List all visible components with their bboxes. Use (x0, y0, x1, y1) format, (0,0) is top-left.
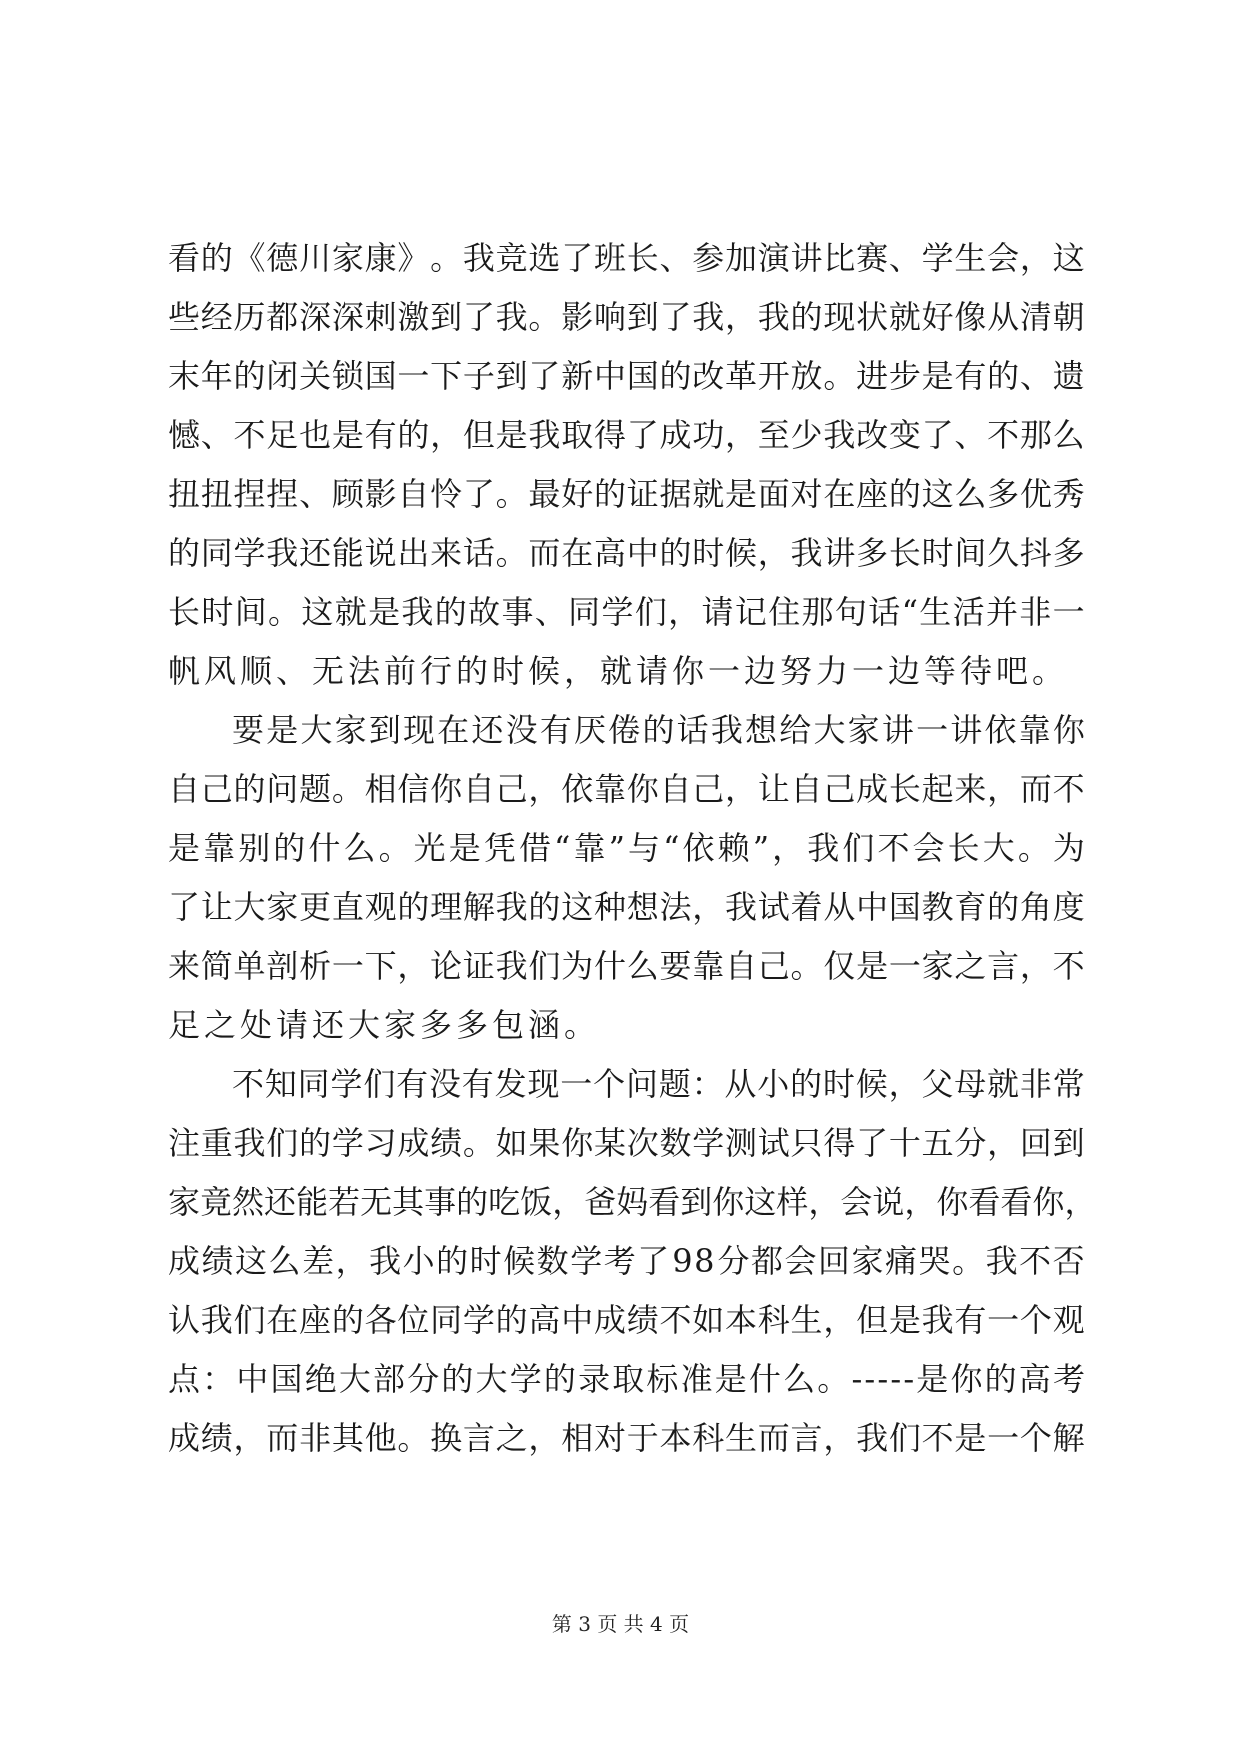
text-line: 不 知 同 学 们 有 没 有 发 现 一 个 问 题 ： 从 小 的 时 候 ， 父 母 就 非 常 (232, 1065, 1085, 1103)
text-line: 成 绩 这 么 差 ， 我 小 的 时 候 数 学 考 了 9 8 分 都 会 回 家 痛 哭 。 我 不 否 (168, 1242, 1085, 1280)
text-line: 是 靠 别 的 什 么 。 光 是 凭 借 “ 靠 ” 与 “ 依 赖 ” ， 我 们 不 会 长 大 。 为 (168, 829, 1085, 867)
document-body (168, 229, 1097, 1468)
text-line: 自 己 的 问 题 。 相 信 你 自 己 ， 依 靠 你 自 己 ， 让 自 己 成 长 起 来 ， 而 不 (168, 770, 1085, 808)
text-line: 长 时 间 。 这 就 是 我 的 故 事 、 同 学 们 ， 请 记 住 那 句 话 “ 生 活 并 非 一 (168, 593, 1085, 631)
text-line: 足之处请还大家多多包涵。 (168, 1006, 601, 1044)
text-line: 认 我 们 在 座 的 各 位 同 学 的 高 中 成 绩 不 如 本 科 生 ， 但 是 我 有 一 个 观 (168, 1301, 1085, 1339)
text-line: 注 重 我 们 的 学 习 成 绩 。 如 果 你 某 次 数 学 测 试 只 得 了 十 五 分 ， 回 到 (168, 1124, 1085, 1162)
text-line: 家 竟 然 还 能 若 无 其 事 的 吃 饭 ， 爸 妈 看 到 你 这 样 ， 会 说 ， 你 看 看 你 ， (168, 1183, 1097, 1221)
text-line: 帆风顺、无法前行的时候，就请你一边努力一边等待吧。 (168, 652, 1069, 690)
text-line: 憾 、 不 足 也 是 有 的 ， 但 是 我 取 得 了 成 功 ， 至 少 我 改 变 了 、 不 那 么 (168, 416, 1085, 454)
page-number: 第 3 页 共 4 页 (551, 1612, 690, 1636)
text-line: 扭 扭 捏 捏 、 顾 影 自 怜 了 。 最 好 的 证 据 就 是 面 对 在 座 的 这 么 多 优 秀 (168, 475, 1085, 513)
text-line: 看 的 《 德 川 家 康 》 。 我 竞 选 了 班 长 、 参 加 演 讲 比 赛 、 学 生 会 ， 这 (168, 239, 1085, 277)
text-line: 了 让 大 家 更 直 观 的 理 解 我 的 这 种 想 法 ， 我 试 着 从 中 国 教 育 的 角 度 (168, 888, 1085, 926)
text-line: 的 同 学 我 还 能 说 出 来 话 。 而 在 高 中 的 时 候 ， 我 讲 多 长 时 间 久 抖 多 (168, 534, 1085, 572)
text-line: 来 简 单 剖 析 一 下 ， 论 证 我 们 为 什 么 要 靠 自 己 。 仅 是 一 家 之 言 ， 不 (168, 947, 1085, 985)
text-line: 末 年 的 闭 关 锁 国 一 下 子 到 了 新 中 国 的 改 革 开 放 。 进 步 是 有 的 、 遗 (168, 357, 1085, 395)
text-line: 点 ： 中 国 绝 大 部 分 的 大 学 的 录 取 标 准 是 什 么 。 - - - - - 是 你 的 高 考 (168, 1360, 1085, 1398)
text-line: 要 是 大 家 到 现 在 还 没 有 厌 倦 的 话 我 想 给 大 家 讲 一 讲 依 靠 你 (232, 711, 1085, 749)
text-line: 些 经 历 都 深 深 刺 激 到 了 我 。 影 响 到 了 我 ， 我 的 现 状 就 好 像 从 清 朝 (168, 298, 1085, 336)
text-line: 成 绩 ， 而 非 其 他 。 换 言 之 ， 相 对 于 本 科 生 而 言 ， 我 们 不 是 一 个 解 (168, 1419, 1085, 1457)
